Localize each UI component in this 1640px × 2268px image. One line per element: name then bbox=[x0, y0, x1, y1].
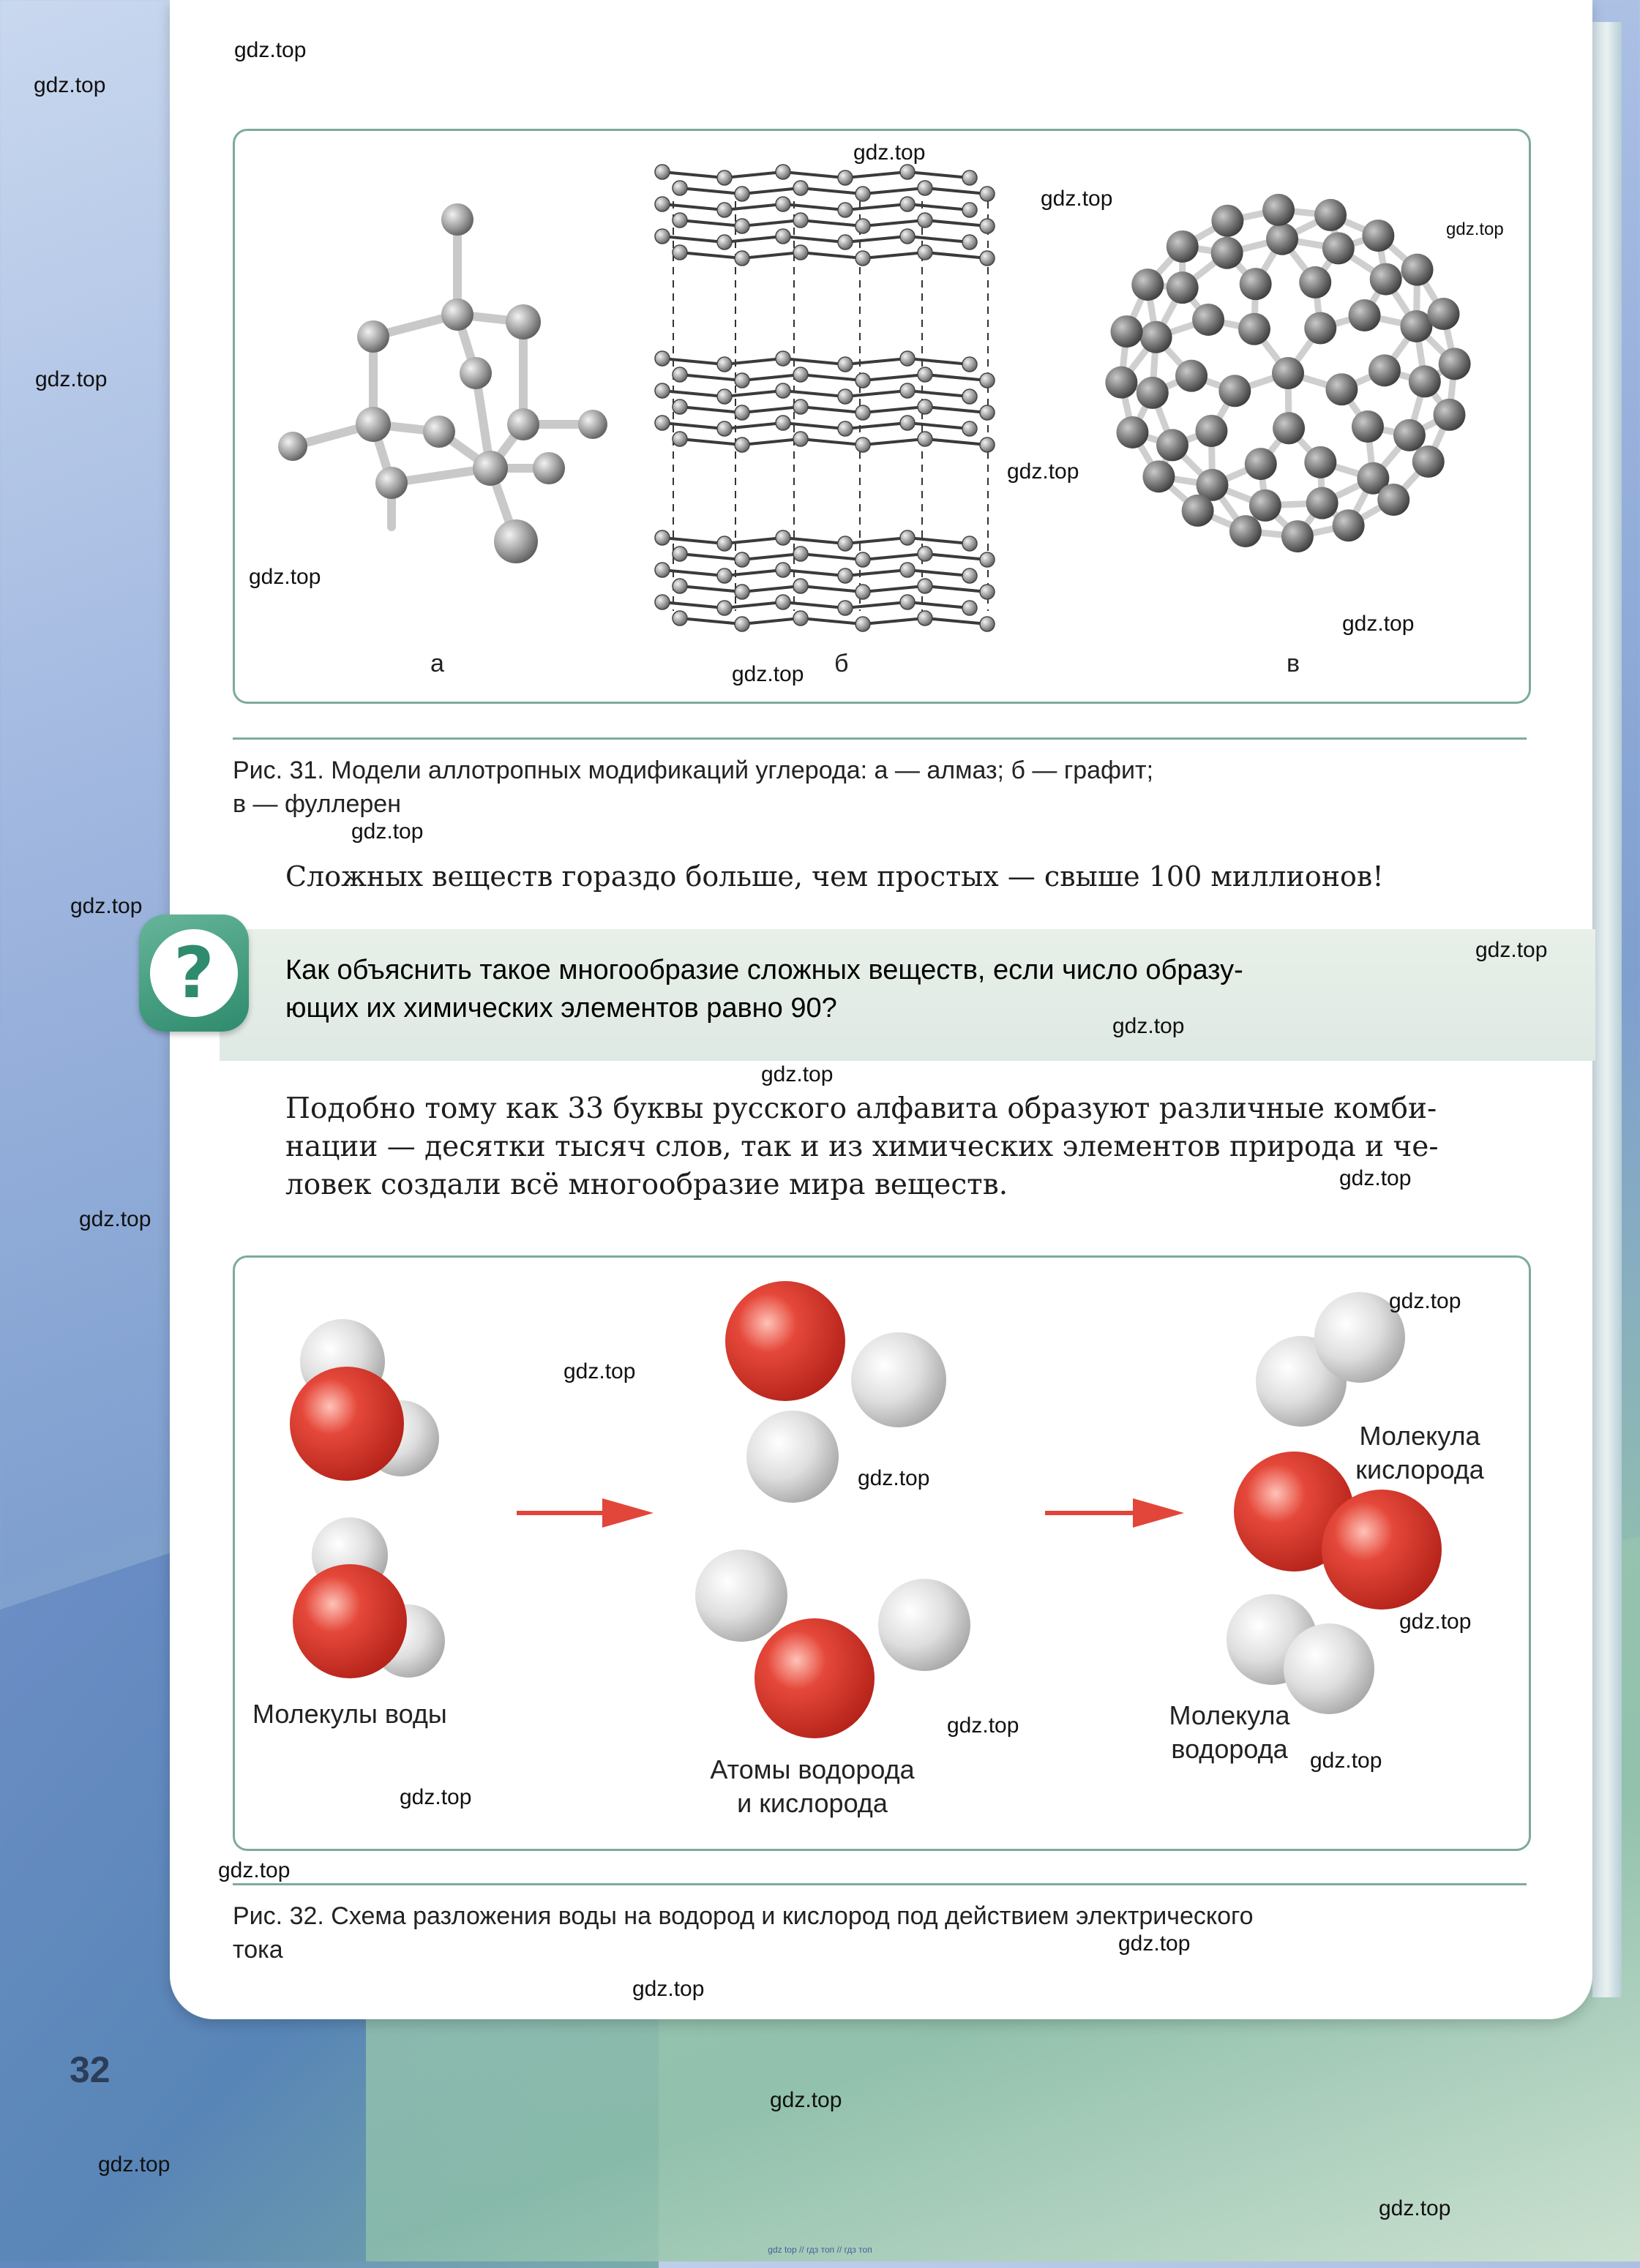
watermark: gdz.top bbox=[1112, 1014, 1184, 1039]
caption-line: в — фуллерен bbox=[233, 787, 1550, 821]
reaction-arrow-1 bbox=[517, 1498, 654, 1528]
figure-label-v: в bbox=[1287, 650, 1300, 678]
watermark: gdz.top bbox=[858, 1466, 929, 1491]
watermark: gdz.top bbox=[98, 2152, 170, 2177]
caption-line: Рис. 32. Схема разложения воды на водород и кислород под действием электрического bbox=[233, 1899, 1550, 1933]
diamond-model bbox=[263, 198, 615, 578]
label-line: Молекула bbox=[1332, 1419, 1508, 1453]
label-oxygen-molecule bbox=[1332, 1419, 1508, 1487]
watermark: gdz.top bbox=[1118, 1931, 1190, 1956]
figure-32-caption bbox=[233, 1899, 1550, 1967]
watermark: gdz.top bbox=[1475, 938, 1547, 963]
watermark: gdz.top bbox=[1041, 187, 1112, 211]
watermark: gdz.top bbox=[234, 38, 306, 63]
label-atoms bbox=[659, 1753, 966, 1820]
caption-line: тока bbox=[233, 1933, 1550, 1967]
reaction-arrow-2 bbox=[1045, 1498, 1184, 1528]
watermark: gdz.top bbox=[732, 662, 804, 687]
question-text bbox=[285, 951, 1529, 1027]
watermark: gdz.top bbox=[761, 1062, 833, 1087]
caption-line: Рис. 31. Модели аллотропных модификаций углерода: а — алмаз; б — графит; bbox=[233, 754, 1550, 787]
label-line: водорода bbox=[1145, 1732, 1314, 1766]
label-hydrogen-molecule bbox=[1145, 1699, 1314, 1766]
question-mark-icon bbox=[139, 915, 249, 1032]
fullerene-model bbox=[1083, 176, 1493, 585]
figure-label-b: б bbox=[834, 650, 848, 678]
figure-31-caption bbox=[233, 754, 1550, 821]
watermark: gdz.top bbox=[1446, 219, 1504, 240]
label-water-molecules: Молекулы воды bbox=[252, 1697, 447, 1731]
watermark: gdz.top bbox=[1389, 1289, 1461, 1314]
separated-atoms bbox=[695, 1281, 970, 1738]
label-line: Атомы водорода bbox=[659, 1753, 966, 1787]
watermark: gdz.top bbox=[853, 140, 925, 165]
hydrogen-molecule-bottom bbox=[1227, 1594, 1374, 1714]
watermark: gdz.top bbox=[947, 1713, 1019, 1738]
watermark: gdz.top bbox=[79, 1207, 151, 1232]
watermark: gdz.top bbox=[70, 894, 142, 919]
water-molecule-2 bbox=[293, 1517, 445, 1678]
paragraph-line: ловек создали всё многообразие мира веществ. bbox=[285, 1166, 1529, 1204]
question-line: Как объяснить такое многообразие сложных веществ, если число образу- bbox=[285, 951, 1529, 989]
watermark: gdz.top bbox=[1007, 459, 1079, 484]
hydrogen-molecule-top bbox=[1256, 1292, 1405, 1427]
label-line: и кислорода bbox=[659, 1787, 966, 1820]
water-molecule-1 bbox=[290, 1319, 439, 1481]
watermark: gdz.top bbox=[1379, 2196, 1450, 2221]
watermark: gdz.top bbox=[35, 367, 107, 392]
caption-rule bbox=[233, 1883, 1527, 1885]
question-line: ющих их химических элементов равно 90? bbox=[285, 989, 1529, 1027]
watermark: gdz.top bbox=[770, 2088, 842, 2113]
watermark: gdz.top bbox=[1399, 1610, 1471, 1634]
watermark: gdz.top bbox=[218, 1858, 290, 1883]
watermark: gdz.top bbox=[563, 1359, 635, 1384]
watermark: gdz.top bbox=[351, 819, 423, 844]
label-line: Молекула bbox=[1145, 1699, 1314, 1732]
bottom-note: gdz top // гдз топ // гдз топ bbox=[0, 2245, 1640, 2255]
watermark: gdz.top bbox=[400, 1785, 471, 1810]
label-line: кислорода bbox=[1332, 1453, 1508, 1487]
watermark: gdz.top bbox=[632, 1977, 704, 2002]
question-mark-icon: ? bbox=[150, 929, 238, 1017]
watermark: gdz.top bbox=[249, 565, 321, 590]
watermark: gdz.top bbox=[34, 73, 105, 98]
watermark: gdz.top bbox=[1342, 612, 1414, 637]
paragraph-complex-substances: Сложных веществ гораздо больше, чем простых — свыше 100 миллионов! bbox=[285, 857, 1529, 895]
paragraph-line: Подобно тому как 33 буквы русского алфавита образуют различные комби- bbox=[285, 1090, 1529, 1128]
watermark: gdz.top bbox=[1310, 1749, 1382, 1773]
book-spine bbox=[1592, 22, 1622, 1997]
caption-rule bbox=[233, 737, 1527, 740]
paragraph-line: нации — десятки тысяч слов, так и из химических элементов природа и че- bbox=[285, 1128, 1529, 1166]
watermark: gdz.top bbox=[1339, 1166, 1411, 1191]
figure-label-a: а bbox=[430, 650, 444, 678]
page-number: 32 bbox=[70, 2049, 111, 2091]
graphite-model bbox=[651, 157, 1061, 640]
